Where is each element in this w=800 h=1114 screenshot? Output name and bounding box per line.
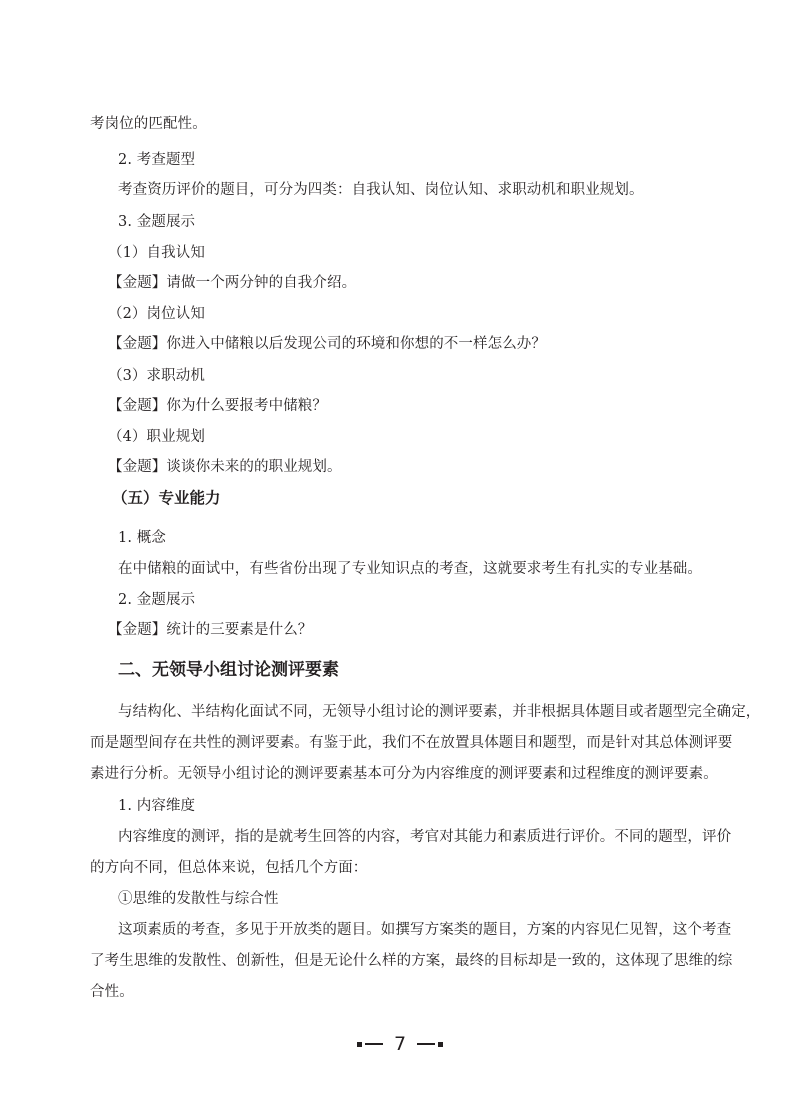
text-line: 素进行分析。无领导小组讨论的测评要素基本可分为内容维度的测评要素和过程维度的测评要素。: [90, 766, 718, 782]
text-line: （1）自我认知: [108, 245, 205, 261]
text-line: 【金题】你进入中储粮以后发现公司的环境和你想的不一样怎么办？: [108, 336, 546, 352]
text-line: ①思维的发散性与综合性: [118, 891, 279, 907]
text-line: 3. 金题展示: [118, 214, 196, 230]
section-heading-leaderless-group: 二、无领导小组讨论测评要素: [118, 660, 339, 680]
text-line: 【金题】请做一个两分钟的自我介绍。: [108, 275, 357, 291]
text-line: 这项素质的考查，多见于开放类的题目。如撰写方案类的题目，方案的内容见仁见智，这个考查: [118, 922, 732, 938]
text-line: 1. 概念: [118, 530, 166, 546]
text-line: 在中储粮的面试中，有些省份出现了专业知识点的考查，这就要求考生有扎实的专业基础。: [118, 561, 702, 577]
text-line: （3）求职动机: [108, 368, 205, 384]
text-line: （4）职业规划: [108, 429, 205, 445]
text-line: 与结构化、半结构化面试不同，无领导小组讨论的测评要素，并非根据具体题目或者题型完全确定，: [118, 704, 761, 720]
text-line: 考岗位的匹配性。: [90, 116, 207, 132]
text-line: 的方向不同，但总体来说，包括几个方面：: [90, 860, 368, 876]
page-number: 7: [393, 1033, 407, 1055]
text-line: 2. 考查题型: [118, 152, 196, 168]
text-line: （2）岗位认知: [108, 306, 205, 322]
text-line: 【金题】统计的三要素是什么？: [108, 622, 313, 638]
text-line: 合性。: [90, 984, 134, 1000]
text-line: 而是题型间存在共性的测评要素。有鉴于此，我们不在放置具体题目和题型，而是针对其总体测评要: [90, 735, 733, 751]
page-footer: [0, 1032, 800, 1056]
text-line: 【金题】谈谈你未来的的职业规划。: [108, 459, 342, 475]
text-line: 2. 金题展示: [118, 592, 196, 608]
footer-dash-left: [365, 1043, 383, 1044]
footer-square-left: [357, 1042, 362, 1047]
footer-dash-right: [417, 1043, 435, 1044]
section-heading-professional-ability: （五）专业能力: [112, 489, 221, 507]
text-line: 【金题】你为什么要报考中储粮？: [108, 398, 327, 414]
text-line: 考查资历评价的题目，可分为四类：自我认知、岗位认知、求职动机和职业规划。: [118, 182, 644, 198]
footer-square-right: [438, 1042, 443, 1047]
text-line: 1. 内容维度: [118, 798, 196, 814]
text-line: 内容维度的测评，指的是就考生回答的内容，考官对其能力和素质进行评价。不同的题型，评价: [118, 829, 732, 845]
text-line: 了考生思维的发散性、创新性，但是无论什么样的方案，最终的目标却是一致的，这体现了思维的综: [90, 953, 733, 969]
